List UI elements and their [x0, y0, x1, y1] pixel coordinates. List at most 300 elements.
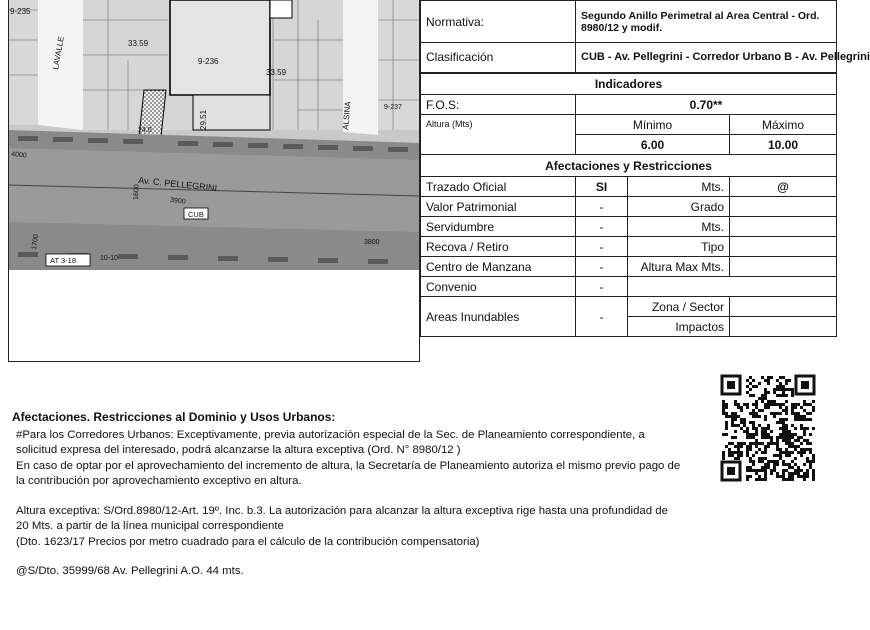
qr-module	[752, 436, 755, 439]
qr-module	[803, 439, 806, 442]
qr-module	[782, 391, 785, 394]
qr-module	[779, 448, 782, 451]
qr-module	[767, 400, 770, 403]
qr-module	[803, 475, 806, 478]
qr-module	[761, 478, 764, 481]
qr-module	[758, 475, 761, 478]
qr-module	[752, 412, 755, 415]
qr-module	[764, 394, 767, 397]
qr-module	[752, 463, 755, 466]
qr-module	[785, 439, 788, 442]
qr-module	[734, 430, 737, 433]
qr-module	[809, 442, 812, 445]
qr-module	[758, 424, 761, 427]
lot-label-9-236: 9-236	[198, 57, 219, 66]
qr-module	[776, 436, 779, 439]
qr-module	[764, 472, 767, 475]
qr-module	[797, 418, 800, 421]
qr-module	[812, 478, 815, 481]
qr-module	[743, 424, 746, 427]
qr-module	[776, 460, 779, 463]
qr-module	[740, 445, 743, 448]
qr-module	[749, 460, 752, 463]
impactos-value	[730, 317, 837, 337]
qr-module	[782, 439, 785, 442]
qr-module	[773, 415, 776, 418]
qr-module	[767, 445, 770, 448]
qr-module	[806, 442, 809, 445]
qr-module	[746, 478, 749, 481]
row-value: -	[576, 237, 628, 257]
qr-module	[749, 412, 752, 415]
qr-module	[746, 403, 749, 406]
qr-module	[782, 478, 785, 481]
qr-module	[812, 472, 815, 475]
qr-module	[782, 418, 785, 421]
qr-module	[806, 427, 809, 430]
qr-module	[770, 472, 773, 475]
qr-module	[737, 451, 740, 454]
qr-module	[785, 418, 788, 421]
dim-label-3: 29.51	[199, 109, 208, 130]
row-value: -	[576, 257, 628, 277]
qr-module	[770, 412, 773, 415]
qr-module	[761, 460, 764, 463]
notes-line: Altura exceptiva: S/Ord.8980/12-Art. 19º. Inc. b.3. La autorización para alcanzar la altura exceptiva rige hasta una profundidad de	[16, 504, 668, 517]
qr-module	[788, 430, 791, 433]
inundables-label: Areas Inundables	[421, 297, 576, 337]
qr-module	[752, 403, 755, 406]
qr-module	[794, 469, 797, 472]
qr-module	[779, 382, 782, 385]
qr-module	[773, 466, 776, 469]
maximo-label: Máximo	[730, 115, 837, 135]
qr-module	[800, 406, 803, 409]
qr-module	[731, 451, 734, 454]
qr-module	[770, 442, 773, 445]
qr-module	[791, 391, 794, 394]
qr-module	[794, 463, 797, 466]
qr-module	[770, 376, 773, 379]
row-value2	[730, 237, 837, 257]
qr-module	[731, 454, 734, 457]
qr-module	[806, 469, 809, 472]
minimo-value: 6.00	[576, 135, 730, 155]
qr-module	[752, 454, 755, 457]
qr-module	[746, 379, 749, 382]
qr-module	[788, 442, 791, 445]
row-value2: @	[730, 177, 837, 197]
dim-label-2: 33.59	[266, 68, 287, 77]
street-label-pellegrini: Av. C. PELLEGRINI	[137, 175, 218, 194]
qr-module	[800, 469, 803, 472]
qr-module	[809, 460, 812, 463]
dim-label-8: 1700	[31, 233, 41, 251]
qr-module	[800, 424, 803, 427]
qr-module	[776, 472, 779, 475]
qr-module	[785, 430, 788, 433]
qr-module	[770, 400, 773, 403]
qr-module	[779, 376, 782, 379]
qr-module	[737, 406, 740, 409]
qr-module	[764, 415, 767, 418]
qr-module	[767, 424, 770, 427]
dim-label-10: 10-10	[100, 255, 118, 262]
qr-module	[785, 379, 788, 382]
qr-module	[725, 433, 728, 436]
qr-module	[812, 457, 815, 460]
qr-module	[749, 421, 752, 424]
qr-module	[728, 415, 731, 418]
qr-module	[812, 460, 815, 463]
row-value2	[730, 257, 837, 277]
qr-module	[725, 412, 728, 415]
table-row	[421, 197, 837, 217]
qr-module	[785, 448, 788, 451]
qr-module	[791, 394, 794, 397]
qr-module	[758, 469, 761, 472]
qr-module	[800, 451, 803, 454]
qr-module	[806, 418, 809, 421]
qr-module	[758, 460, 761, 463]
qr-module	[737, 445, 740, 448]
qr-module	[809, 403, 812, 406]
street-label-lavalle: LAVALLE	[51, 35, 66, 71]
qr-module	[722, 454, 725, 457]
qr-module	[755, 430, 758, 433]
qr-module	[794, 415, 797, 418]
qr-module	[755, 403, 758, 406]
qr-module	[773, 460, 776, 463]
qr-module	[761, 400, 764, 403]
qr-module	[803, 472, 806, 475]
qr-module	[731, 415, 734, 418]
qr-module	[785, 442, 788, 445]
qr-module	[758, 478, 761, 481]
qr-module	[752, 433, 755, 436]
qr-module	[806, 439, 809, 442]
qr-module	[812, 475, 815, 478]
qr-module	[746, 454, 749, 457]
qr-module	[740, 451, 743, 454]
dim-label-1: 33.59	[128, 39, 149, 48]
qr-module	[755, 469, 758, 472]
qr-module	[797, 415, 800, 418]
row-value2	[730, 197, 837, 217]
qr-module	[791, 460, 794, 463]
normativa-value: Segundo Anillo Perimetral al Area Central - Ord. 8980/12 y modif.	[576, 1, 837, 43]
qr-module	[797, 403, 800, 406]
qr-module	[785, 382, 788, 385]
qr-module	[755, 433, 758, 436]
qr-module	[803, 433, 806, 436]
row-label: Recova / Retiro	[421, 237, 576, 257]
qr-module	[749, 376, 752, 379]
qr-module	[737, 454, 740, 457]
qr-module	[785, 424, 788, 427]
table-row	[421, 257, 837, 277]
qr-module	[809, 412, 812, 415]
qr-module	[749, 448, 752, 451]
qr-module	[791, 472, 794, 475]
qr-module	[773, 412, 776, 415]
qr-module	[767, 436, 770, 439]
dim-label-4: 24.0	[138, 127, 152, 134]
qr-module	[773, 454, 776, 457]
qr-module	[764, 475, 767, 478]
qr-module	[767, 391, 770, 394]
zona-sector-label: Zona / Sector	[628, 297, 730, 317]
qr-module	[788, 445, 791, 448]
qr-module	[752, 442, 755, 445]
qr-module	[737, 448, 740, 451]
qr-module	[728, 451, 731, 454]
qr-module	[803, 400, 806, 403]
qr-module	[725, 421, 728, 424]
qr-module	[788, 388, 791, 391]
clasificacion-value: CUB - Av. Pellegrini - Corredor Urbano B - Av. Pellegrini	[576, 43, 837, 73]
qr-module	[803, 403, 806, 406]
qr-module	[791, 475, 794, 478]
qr-module	[764, 406, 767, 409]
qr-module	[776, 445, 779, 448]
dim-label-7: 3900	[169, 197, 187, 206]
zone-label-at: AT 3-18	[50, 256, 76, 265]
qr-module	[731, 412, 734, 415]
qr-module	[779, 412, 782, 415]
qr-module	[734, 403, 737, 406]
qr-module	[809, 433, 812, 436]
qr-module	[755, 442, 758, 445]
notes-line: la contribución por aprovechamiento exceptivo en altura.	[16, 475, 302, 487]
qr-module	[755, 451, 758, 454]
qr-module	[767, 460, 770, 463]
qr-module	[746, 427, 749, 430]
qr-module	[746, 430, 749, 433]
qr-module	[740, 409, 743, 412]
qr-module	[740, 418, 743, 421]
row-label: Valor Patrimonial	[421, 197, 576, 217]
qr-code	[720, 374, 816, 482]
qr-module	[788, 478, 791, 481]
qr-module	[791, 406, 794, 409]
qr-module	[785, 436, 788, 439]
qr-module	[764, 448, 767, 451]
qr-module	[776, 421, 779, 424]
qr-module	[755, 472, 758, 475]
qr-module	[731, 418, 734, 421]
qr-module	[776, 448, 779, 451]
qr-module	[794, 403, 797, 406]
qr-module	[806, 403, 809, 406]
qr-module	[749, 445, 752, 448]
qr-module	[764, 436, 767, 439]
qr-module	[773, 403, 776, 406]
qr-module	[764, 403, 767, 406]
qr-module	[773, 463, 776, 466]
zona-sector-value	[730, 297, 837, 317]
qr-module	[809, 451, 812, 454]
qr-module	[761, 409, 764, 412]
qr-module	[770, 436, 773, 439]
qr-module	[812, 406, 815, 409]
qr-module	[809, 448, 812, 451]
qr-module	[779, 406, 782, 409]
qr-module	[764, 457, 767, 460]
qr-module	[761, 430, 764, 433]
qr-module	[809, 463, 812, 466]
qr-module	[767, 466, 770, 469]
qr-module	[800, 415, 803, 418]
qr-module	[722, 451, 725, 454]
qr-module	[788, 466, 791, 469]
qr-module	[776, 475, 779, 478]
qr-module	[725, 403, 728, 406]
qr-module	[779, 394, 782, 397]
table-row	[421, 277, 837, 297]
qr-module	[797, 472, 800, 475]
qr-module	[749, 433, 752, 436]
qr-module	[782, 475, 785, 478]
qr-module	[779, 454, 782, 457]
qr-module	[800, 418, 803, 421]
fos-label: F.O.S:	[421, 95, 576, 115]
qr-module	[764, 427, 767, 430]
qr-module	[764, 397, 767, 400]
qr-module	[746, 466, 749, 469]
qr-module	[764, 388, 767, 391]
qr-module	[770, 403, 773, 406]
qr-module	[722, 400, 725, 403]
qr-module	[731, 421, 734, 424]
qr-module	[782, 463, 785, 466]
qr-module	[755, 445, 758, 448]
qr-module	[797, 451, 800, 454]
qr-module	[800, 442, 803, 445]
qr-module	[722, 409, 725, 412]
indicadores-title: Indicadores	[421, 73, 837, 95]
notes-line: solicitud expresa del interesado, podrá alcanzarse la altura exceptiva (Ord. N° 8980/12 )	[16, 444, 461, 456]
qr-module	[734, 457, 737, 460]
qr-module	[797, 475, 800, 478]
qr-module	[752, 427, 755, 430]
minimo-label: Mínimo	[576, 115, 730, 135]
qr-module	[734, 436, 737, 439]
qr-module	[776, 454, 779, 457]
qr-module	[749, 382, 752, 385]
row-value: SI	[576, 177, 628, 197]
qr-module	[779, 433, 782, 436]
qr-module	[755, 478, 758, 481]
qr-module	[770, 430, 773, 433]
qr-module	[803, 409, 806, 412]
qr-module	[773, 400, 776, 403]
qr-module	[791, 424, 794, 427]
qr-module	[800, 448, 803, 451]
qr-module	[791, 433, 794, 436]
qr-module	[749, 457, 752, 460]
qr-module	[761, 442, 764, 445]
notes-line: #Para los Corredores Urbanos: Exceptivamente, previa autorización especial de la Sec. de Planeamiento correspondiente, a	[16, 428, 645, 441]
qr-module	[758, 415, 761, 418]
qr-module	[758, 382, 761, 385]
qr-module	[722, 403, 725, 406]
qr-module	[782, 460, 785, 463]
qr-module	[737, 403, 740, 406]
qr-module	[749, 394, 752, 397]
afectaciones-title: Afectaciones y Restricciones	[421, 155, 837, 177]
qr-module	[752, 424, 755, 427]
qr-module	[764, 469, 767, 472]
qr-module	[752, 421, 755, 424]
row-label2: Tipo	[628, 237, 730, 257]
qr-module	[722, 406, 725, 409]
qr-module	[731, 424, 734, 427]
qr-module	[788, 451, 791, 454]
qr-module	[761, 394, 764, 397]
qr-module	[806, 412, 809, 415]
qr-module	[767, 442, 770, 445]
qr-module	[773, 442, 776, 445]
qr-module	[803, 427, 806, 430]
qr-module	[749, 466, 752, 469]
qr-module	[746, 469, 749, 472]
qr-module	[746, 445, 749, 448]
qr-module	[752, 394, 755, 397]
qr-module	[734, 418, 737, 421]
qr-module	[767, 406, 770, 409]
qr-module	[794, 418, 797, 421]
qr-module	[779, 457, 782, 460]
qr-module	[785, 406, 788, 409]
qr-module	[803, 463, 806, 466]
qr-module	[776, 385, 779, 388]
table-row	[421, 237, 837, 257]
qr-module	[746, 385, 749, 388]
qr-module	[770, 469, 773, 472]
notes-line: @S/Dto. 35999/68 Av. Pellegrini A.O. 44 mts.	[16, 565, 244, 577]
qr-module	[755, 406, 758, 409]
qr-module	[740, 442, 743, 445]
qr-module	[767, 463, 770, 466]
notes-line: (Dto. 1623/17 Precios por metro cuadrado para el cálculo de la contribución compensatoria)	[16, 535, 480, 548]
qr-module	[764, 391, 767, 394]
lot-label-9-237: 9-237	[384, 104, 402, 111]
row-label: Trazado Oficial	[421, 177, 576, 197]
qr-module	[725, 445, 728, 448]
qr-module	[797, 469, 800, 472]
qr-module	[767, 382, 770, 385]
qr-module	[746, 433, 749, 436]
maximo-value: 10.00	[730, 135, 837, 155]
qr-module	[740, 406, 743, 409]
qr-module	[761, 469, 764, 472]
qr-module	[743, 403, 746, 406]
qr-module	[758, 397, 761, 400]
dim-label-9: 3800	[364, 239, 380, 246]
row-label: Servidumbre	[421, 217, 576, 237]
qr-module	[761, 427, 764, 430]
qr-module	[755, 385, 758, 388]
qr-module	[752, 379, 755, 382]
qr-module	[803, 451, 806, 454]
qr-module	[794, 412, 797, 415]
qr-module	[773, 388, 776, 391]
qr-module	[779, 385, 782, 388]
dim-label-5: 1600	[133, 184, 141, 201]
qr-module	[749, 442, 752, 445]
qr-module	[737, 415, 740, 418]
